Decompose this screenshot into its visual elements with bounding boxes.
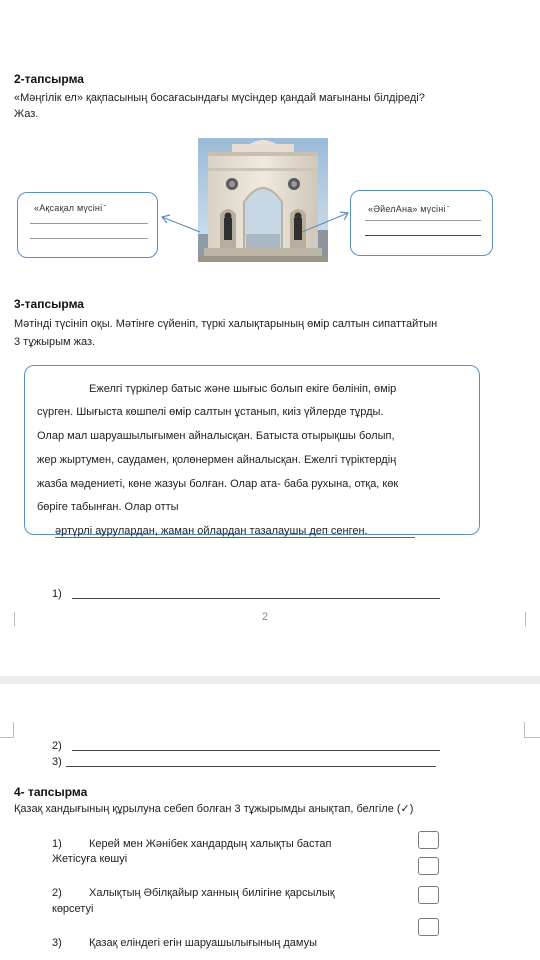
aiel-ana-answer-box[interactable]: [350, 190, 493, 256]
task2-question: «Мәңгілік ел» қақпасының босағасындағы мүсіндер қандай мағынаны білдіреді?: [14, 92, 425, 104]
task4-item-2-checkbox[interactable]: [418, 886, 439, 904]
page-corner-mark: [525, 612, 526, 626]
answer-line: [30, 223, 148, 224]
page-corner-mark: [0, 722, 14, 738]
task4-item-1-line1: Керей мен Жәнібек хандардың халықты бастап: [89, 838, 332, 850]
task4-title: 4- тапсырма: [14, 785, 88, 799]
task4-extra-checkbox[interactable]: [418, 857, 439, 875]
answer-line-1[interactable]: [72, 598, 440, 599]
text-line: Ежелгі түркілер батыс және шығыс болып екіге бөлініп, өмір: [89, 383, 397, 395]
task3-instruction-line1: Мәтінді түсініп оқы. Мәтінге сүйеніп, түркі халықтарының өмір салтын сипаттайтын: [14, 318, 438, 330]
task3-instruction-line2: 3 тұжырым жаз.: [14, 336, 96, 348]
task4-item-2-line2: көрсетуі: [52, 903, 94, 915]
text-line: жазба мәдениеті, көне жазуы болған. Олар ата- баба рухына, отқа, көк: [37, 478, 399, 490]
aksakal-answer-box[interactable]: [17, 192, 158, 258]
answer-line: [365, 235, 481, 236]
task4-instruction: Қазақ хандығының құрылуна себеп болған 3 тұжырымды анықтап, белгіле (✓): [14, 803, 414, 815]
connector-arrows: [150, 200, 360, 240]
page-break: [0, 676, 540, 684]
page-number: 2: [262, 611, 269, 623]
task4-item-3-checkbox[interactable]: [418, 918, 439, 936]
task4-item-3-line1: Қазақ еліндегі егін шаруашылығының дамуы: [89, 937, 318, 949]
text-line: сүрген. Шығыста көшпелі өмір салтын ұстанып, киіз үйлерде тұрды.: [37, 406, 384, 418]
text-line: бөріге табынған. Олар отты: [37, 501, 179, 513]
answer-number-1: 1): [52, 588, 62, 600]
task2-title: 2-тапсырма: [14, 72, 84, 86]
aiel-ana-box-label: «ӘйелАна» мүсіні ̄: [368, 204, 449, 214]
overflow-underline: [55, 537, 415, 538]
answer-line-3[interactable]: [66, 766, 436, 767]
text-line: жер жыртумен, саудамен, қолөнермен айналысқан. Ежелгі түріктердің: [37, 454, 397, 466]
task4-item-1-line2: Жетісуға көшуі: [52, 853, 128, 865]
page-corner-mark: [524, 722, 540, 738]
task4-item-2-line1: Халықтың Әбілқайыр ханның билігіне қарсылық: [89, 887, 335, 899]
answer-number-3: 3): [52, 756, 62, 768]
answer-line: [365, 220, 481, 221]
task2-instruction: Жаз.: [14, 108, 39, 120]
arrow-to-aksakal: [162, 217, 200, 232]
aksakal-box-label: «Ақсақал мүсіні ̄: [34, 203, 106, 213]
answer-number-2: 2): [52, 740, 62, 752]
text-line: Олар мал шаруашылығымен айналысқан. Батыста отырықшы болып,: [37, 430, 395, 442]
page-corner-mark: [14, 612, 15, 626]
text-overflow-line: әртүрлі аурулардан, жаман ойлардан тазалаушы деп сенген.: [55, 525, 368, 537]
task4-item-1-number: 1): [52, 838, 62, 850]
task4-item-3-number: 3): [52, 937, 62, 949]
answer-line: [30, 238, 148, 239]
arrow-to-aiel-ana: [302, 213, 348, 232]
task4-item-1-checkbox[interactable]: [418, 831, 439, 849]
task3-title: 3-тапсырма: [14, 297, 84, 311]
reading-text-box: [24, 365, 480, 535]
answer-line-2[interactable]: [72, 750, 440, 751]
task4-item-2-number: 2): [52, 887, 62, 899]
